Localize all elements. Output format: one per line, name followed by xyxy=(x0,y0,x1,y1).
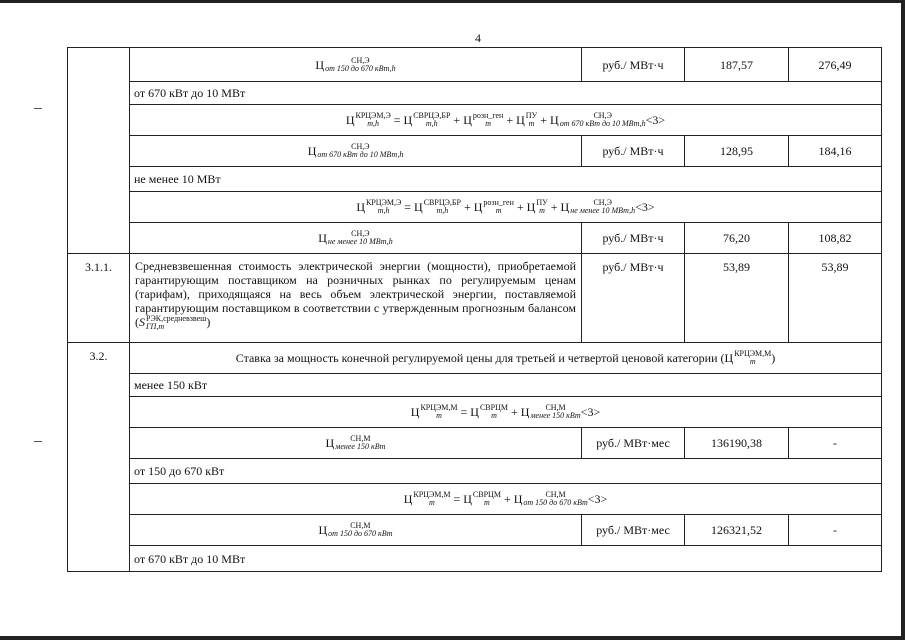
value-cell: 53,89 xyxy=(788,253,882,343)
unit-cell: руб./ МВт·мес xyxy=(581,427,685,459)
range-label: от 670 кВт до 10 МВт xyxy=(129,545,882,572)
scan-edge-top xyxy=(0,0,905,3)
section-3-1-1-description: Средневзвешенная стоимость электрической энергии (мощности), приобретаемой гарантирующим поставщиком на розничных рынках по регулируемым ценам (тарифам), приходящаяся на весь объем электрической энергии, поставляемой гарантирующим поставщиком в соответствии с утвержденным прогнозным балансом (S РЭК,средневзвеш ГП,m ) xyxy=(129,253,582,343)
value-cell: - xyxy=(788,427,882,459)
formula-cell: Ц СН,М от 150 до 670 кВт xyxy=(129,514,582,546)
value-cell: 76,20 xyxy=(684,222,789,254)
unit-cell: руб./ МВт·ч xyxy=(581,47,685,82)
section-number-3-2: 3.2. xyxy=(67,342,130,572)
range-label: не менее 10 МВт xyxy=(129,166,882,192)
page-number: 4 xyxy=(475,31,481,45)
formula-cell: Ц КРЦЭМ,Э m,h = Ц СВРЦЭ,БР m,h + Ц розн_ген m + Ц ПУ m + Ц СН,Э от 670 кВт до 10 МВт,h <3> xyxy=(129,104,882,136)
value-cell: 276,49 xyxy=(788,47,882,82)
range-label: менее 150 кВт xyxy=(129,373,882,397)
value-cell: 53,89 xyxy=(684,253,789,343)
unit-cell: руб./ МВт·ч xyxy=(581,222,685,254)
section-3-2-title: Ставка за мощность конечной регулируемой цены для третьей и четвертой ценовой категории ( Ц КРЦЭМ,М m ) xyxy=(129,342,882,374)
value-cell: 187,57 xyxy=(684,47,789,82)
value-cell: 128,95 xyxy=(684,135,789,167)
formula-cell: Ц СН,М менее 150 кВт xyxy=(129,427,582,459)
formula-cell: Ц СН,Э не менее 10 МВт,h xyxy=(129,222,582,254)
value-cell: 126321,52 xyxy=(684,514,789,546)
formula-cell: Ц КРЦЭМ,М m = Ц СВРЦМ m + Ц СН,М менее 150 кВт <3> xyxy=(129,396,882,428)
margin-mark xyxy=(34,108,42,109)
unit-cell: руб./ МВт·мес xyxy=(581,514,685,546)
margin-mark xyxy=(34,441,42,442)
unit-cell: руб./ МВт·ч xyxy=(581,135,685,167)
formula-cell: Ц КРЦЭМ,Э m,h = Ц СВРЦЭ,БР m,h + Ц розн_ген m + Ц ПУ m + Ц СН,Э не менее 10 МВт,h <3> xyxy=(129,191,882,223)
section-number-3-1-1: 3.1.1. xyxy=(67,253,130,343)
formula-cell: Ц КРЦЭМ,М m = Ц СВРЦМ m + Ц СН,М от 150 до 670 кВт <3> xyxy=(129,483,882,515)
value-cell: - xyxy=(788,514,882,546)
range-label: от 670 кВт до 10 МВт xyxy=(129,81,882,105)
value-cell: 184,16 xyxy=(788,135,882,167)
value-cell: 136190,38 xyxy=(684,427,789,459)
formula-cell: Ц СН,Э от 150 до 670 кВт,h xyxy=(129,47,582,82)
number-cell-empty xyxy=(67,47,130,254)
scan-edge-right xyxy=(901,0,905,640)
range-label: от 150 до 670 кВт xyxy=(129,458,882,484)
formula-cell: Ц СН,Э от 670 кВт до 10 МВт,h xyxy=(129,135,582,167)
scan-edge-bottom xyxy=(0,636,905,640)
value-cell: 108,82 xyxy=(788,222,882,254)
unit-cell: руб./ МВт·ч xyxy=(581,253,685,343)
